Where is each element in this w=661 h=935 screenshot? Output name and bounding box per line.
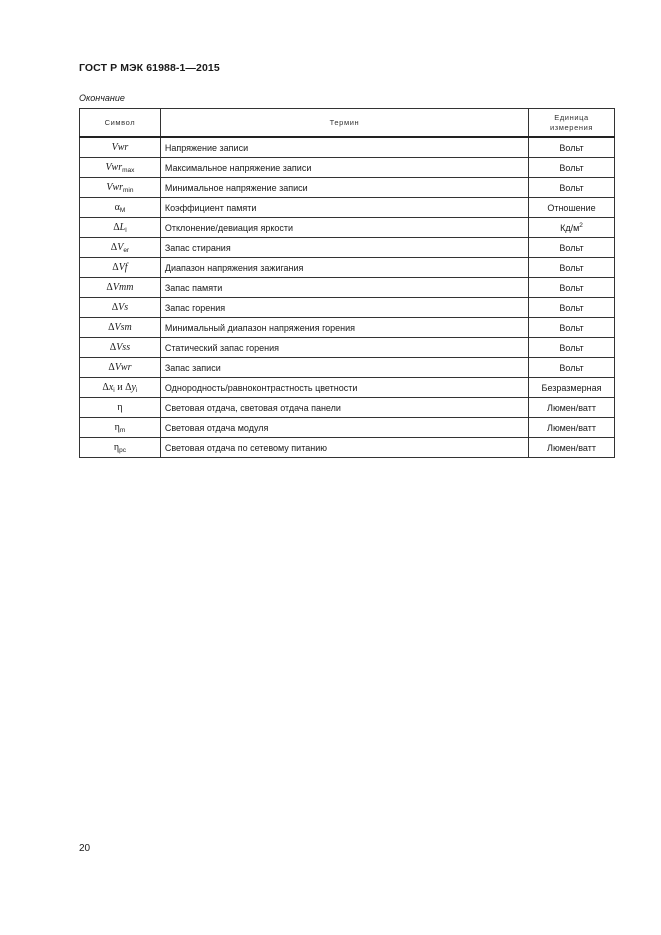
term-cell: Запас стирания: [160, 238, 528, 258]
table-row: [80, 318, 615, 338]
column-header-term: Термин: [160, 109, 528, 138]
term-cell: Коэффициент памяти: [160, 198, 528, 218]
symbol-cell: ΔVs: [80, 298, 161, 318]
unit-cell: Люмен/ватт: [529, 438, 615, 458]
table-row: [80, 298, 615, 318]
unit-cell: Отношение: [529, 198, 615, 218]
term-cell: Запас горения: [160, 298, 528, 318]
unit-cell: Вольт: [529, 158, 615, 178]
column-header-unit: Единица измерения: [529, 109, 615, 138]
symbol-cell: $\Delta L_l$: [80, 218, 161, 238]
term-cell: Напряжение записи: [160, 137, 528, 158]
unit-cell: Вольт: [529, 178, 615, 198]
term-cell: Отклонение/девиация яркости: [160, 218, 528, 238]
symbol-cell: Vwr$_{max}$: [80, 158, 161, 178]
table-header-row: [80, 109, 615, 138]
unit-cell: Вольт: [529, 238, 615, 258]
table-row: [80, 338, 615, 358]
symbol-cell: $\Delta x_i$ и $\Delta y_i$: [80, 378, 161, 398]
symbol-cell: ΔVsm: [80, 318, 161, 338]
unit-cell: Вольт: [529, 258, 615, 278]
table-body: [80, 137, 615, 458]
symbol-cell: ΔVf: [80, 258, 161, 278]
table-row: [80, 378, 615, 398]
term-cell: Световая отдача, световая отдача панели: [160, 398, 528, 418]
symbol-cell: $\eta_m$: [80, 418, 161, 438]
symbol-cell: ΔVwr: [80, 358, 161, 378]
document-header: ГОСТ Р МЭК 61988-1—2015: [79, 62, 220, 74]
unit-cell: Вольт: [529, 298, 615, 318]
table-row: [80, 218, 615, 238]
symbol-cell: Vwr: [80, 137, 161, 158]
unit-cell: Вольт: [529, 358, 615, 378]
table-row: [80, 178, 615, 198]
term-cell: Статический запас горения: [160, 338, 528, 358]
table-row: [80, 238, 615, 258]
unit-cell: Вольт: [529, 137, 615, 158]
unit-cell: Люмен/ватт: [529, 398, 615, 418]
column-header-symbol: Символ: [80, 109, 161, 138]
terms-table: [79, 108, 615, 458]
term-cell: Запас записи: [160, 358, 528, 378]
symbol-cell: Vwr$_{min}$: [80, 178, 161, 198]
table-row: [80, 398, 615, 418]
page-number: 20: [79, 843, 91, 854]
unit-cell: Безразмерная: [529, 378, 615, 398]
term-cell: Запас памяти: [160, 278, 528, 298]
symbol-cell: ΔVss: [80, 338, 161, 358]
table-row: [80, 278, 615, 298]
table-row: [80, 137, 615, 158]
term-cell: Световая отдача модуля: [160, 418, 528, 438]
term-cell: Минимальный диапазон напряжения горения: [160, 318, 528, 338]
symbol-cell: ΔVmm: [80, 278, 161, 298]
term-cell: Диапазон напряжения зажигания: [160, 258, 528, 278]
symbol-cell: η: [80, 398, 161, 418]
term-cell: Минимальное напряжение записи: [160, 178, 528, 198]
symbol-cell: $\alpha_M$: [80, 198, 161, 218]
term-cell: Однородность/равноконтрастность цветности: [160, 378, 528, 398]
unit-cell: $Кд/м^2$: [529, 218, 615, 238]
table-row: [80, 438, 615, 458]
unit-cell: Вольт: [529, 338, 615, 358]
symbol-cell: $\eta_{pc}$: [80, 438, 161, 458]
term-cell: Световая отдача по сетевому питанию: [160, 438, 528, 458]
unit-cell: Вольт: [529, 318, 615, 338]
table-row: [80, 418, 615, 438]
term-cell: Максимальное напряжение записи: [160, 158, 528, 178]
table-row: [80, 258, 615, 278]
unit-cell: Вольт: [529, 278, 615, 298]
table-row: [80, 158, 615, 178]
table-row: [80, 358, 615, 378]
table-row: [80, 198, 615, 218]
table-caption: Окончание: [79, 93, 125, 103]
unit-cell: Люмен/ватт: [529, 418, 615, 438]
symbol-cell: $\Delta V_{er}$: [80, 238, 161, 258]
